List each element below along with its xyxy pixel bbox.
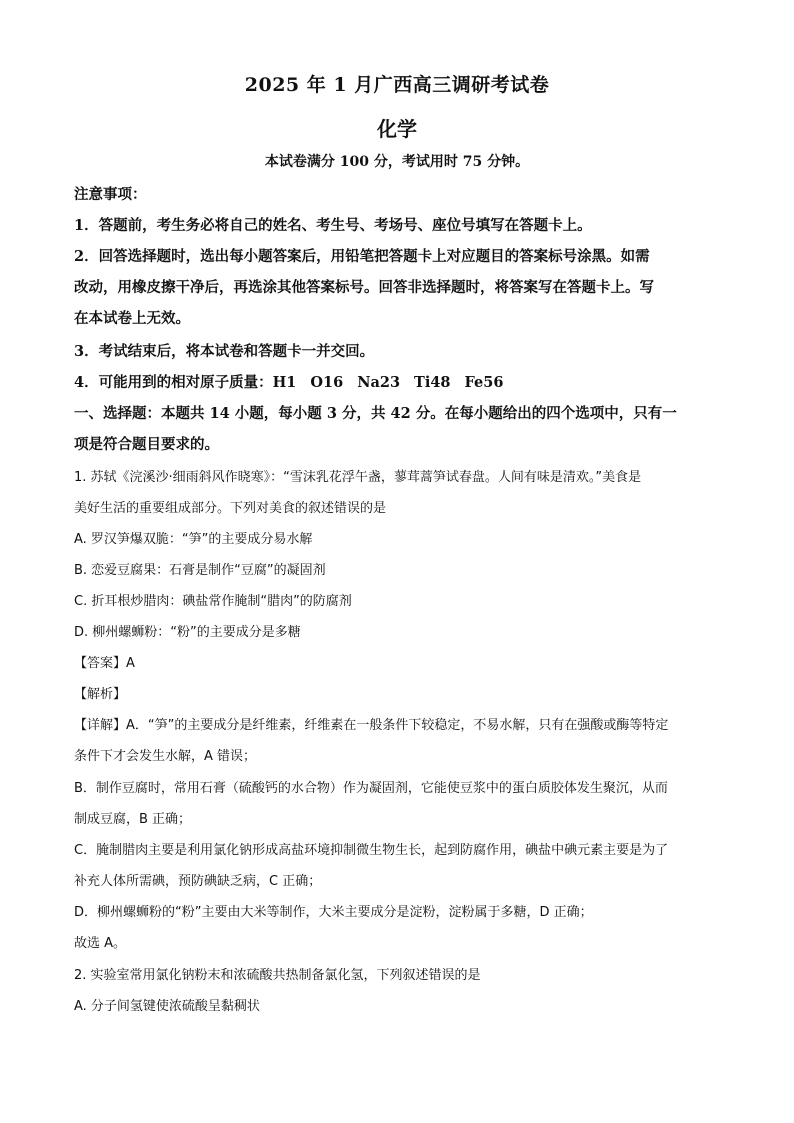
note-4-label: 4．可能用到的相对原子质量： (74, 374, 273, 391)
notes-heading: 注意事项： (74, 186, 147, 203)
q2-stem: 2. 实验室常用氯化钠粉末和浓硫酸共热制备氯化氢，下列叙述错误的是 (74, 968, 481, 983)
section-heading-line-2: 项是符合题目要求的。 (74, 436, 219, 453)
note-1: 1．答题前，考生务必将自己的姓名、考生号、考场号、座位号填写在答题卡上。 (74, 217, 592, 234)
q1-detail-line-3: B．制作豆腐时，常用石膏（硫酸钙的水合物）作为凝固剂，它能使豆浆中的蛋白质胶体发生聚沉，从而 (74, 781, 668, 796)
note-4 (74, 371, 724, 392)
q1-option-b: B. 恋爱豆腐果：石膏是制作“豆腐”的凝固剂 (74, 563, 326, 578)
q1-option-d: D. 柳州螺蛳粉：“粉”的主要成分是多糖 (74, 625, 301, 640)
exam-info: 本试卷满分 100 分，考试用时 75 分钟。 (264, 154, 530, 170)
q1-detail-line-2: 条件下才会发生水解，A 错误； (74, 749, 257, 764)
atomic-mass-na: Na23 (357, 374, 401, 391)
q2-option-a: A. 分子间氢键使浓硫酸呈黏稠状 (74, 999, 260, 1014)
q1-detail-line-5: C．腌制腊肉主要是利用氯化钠形成高盐环境抑制微生物生长，起到防腐作用，碘盐中碘元素主要是为了 (74, 843, 669, 858)
q1-answer: 【答案】A (74, 656, 135, 671)
note-2-line-3: 在本试卷上无效。 (74, 310, 190, 327)
q1-analysis-heading: 【解析】 (74, 687, 127, 702)
q1-option-a: A. 罗汉笋爆双脆：“笋”的主要成分易水解 (74, 532, 313, 547)
note-2-line-1: 2．回答选择题时，选出每小题答案后，用铅笔把答题卡上对应题目的答案标号涂黑。如需 (74, 248, 650, 265)
q1-stem-line-1: 1. 苏轼《浣溪沙·细雨斜风作晓寒》：“雪沫乳花浮午盏，蓼茸蒿笋试春盘。人间有味是清欢。”美食是 (74, 470, 642, 485)
note-2-line-2: 改动，用橡皮擦干净后，再选涂其他答案标号。回答非选择题时，将答案写在答题卡上。写 (74, 279, 654, 296)
q1-option-c: C. 折耳根炒腊肉：碘盐常作腌制“腊肉”的防腐剂 (74, 594, 352, 609)
atomic-mass-o: O16 (310, 374, 344, 391)
atomic-mass-fe: Fe56 (464, 374, 504, 391)
atomic-mass-ti: Ti48 (414, 374, 451, 391)
q1-detail-line-1: 【详解】A．“笋”的主要成分是纤维素，纤维素在一般条件下较稳定，不易水解，只有在强酸或酶等特定 (74, 718, 669, 733)
exam-title: 2025 年 1 月广西高三调研考试卷 (244, 74, 550, 96)
q1-conclusion: 故选 A。 (74, 936, 127, 951)
atomic-mass-h: H1 (272, 374, 297, 391)
q1-stem-line-2: 美好生活的重要组成部分。下列对美食的叙述错误的是 (74, 501, 387, 516)
q1-detail-line-4: 制成豆腐，B 正确； (74, 812, 192, 827)
q1-detail-line-7: D．柳州螺蛳粉的“粉”主要由大米等制作，大米主要成分是淀粉，淀粉属于多糖，D 正确； (74, 905, 593, 920)
section-heading-line-1: 一、选择题：本题共 14 小题，每小题 3 分，共 42 分。在每小题给出的四个选项中，只有一 (74, 405, 677, 422)
subject-heading: 化学 (377, 117, 417, 141)
note-3: 3．考试结束后，将本试卷和答题卡一并交回。 (74, 343, 375, 360)
q1-detail-line-6: 补充人体所需碘，预防碘缺乏病，C 正确； (74, 874, 322, 889)
